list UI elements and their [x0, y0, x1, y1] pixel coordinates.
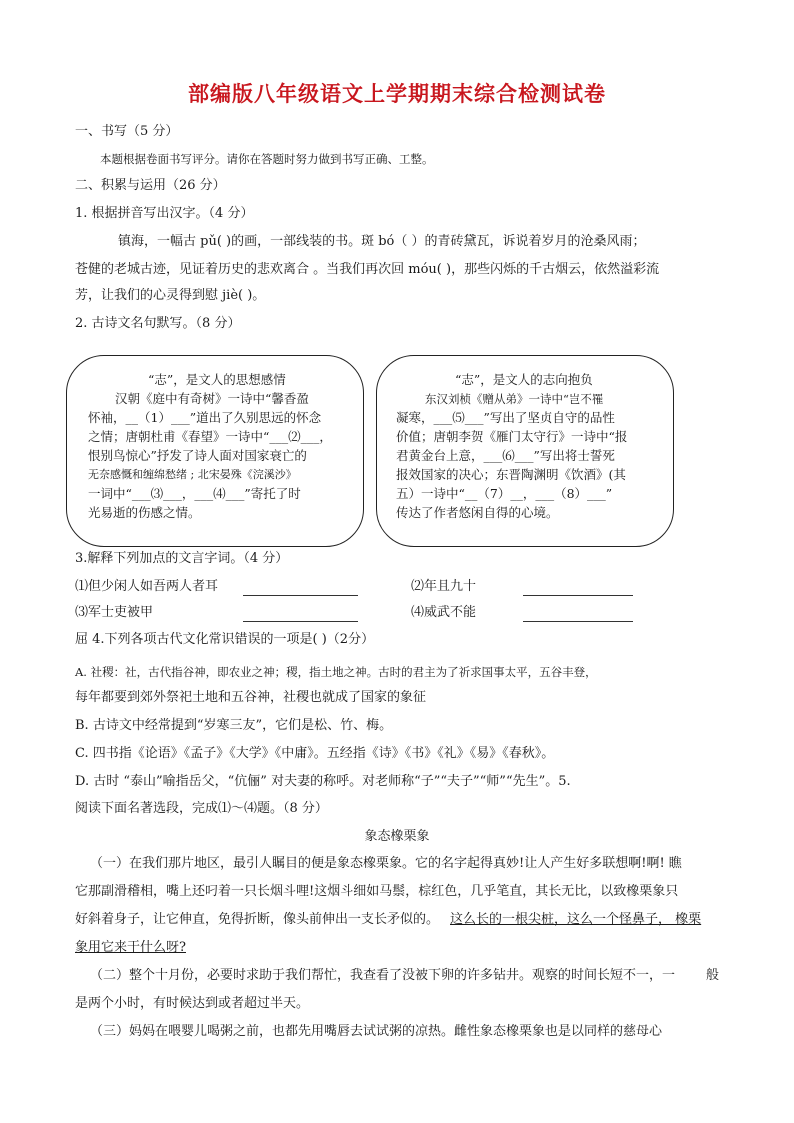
q1-line: 苍健的老城古迹，见证着历史的悲欢离合 。当我们再次回 móu( )，那些闪烁的千古烟云，依然溢彩流	[75, 262, 660, 277]
right-box-line: 价值；唐朝李贺《雁门太守行》一诗中“报	[396, 429, 628, 444]
left-box-line: 恨别鸟惊心”抒发了诗人面对国家衰亡的	[88, 448, 307, 463]
q2-prompt: 2. 古诗文名句默写。（8 分）	[75, 316, 241, 331]
passage-line: 好斜着身子，让它伸直，免得折断，像头前伸出一支长矛似的。	[75, 912, 440, 927]
q3-item: ⑶军士吏被甲	[75, 605, 154, 620]
right-box-line: 东汉刘桢《赠从弟》一诗中“岂不罹	[425, 392, 604, 406]
left-box-line: “志”，是文人的思想感情	[148, 372, 286, 387]
q1-prompt: 1. 根据拼音写出汉字。（4 分）	[75, 206, 254, 221]
right-box-line: 凝寒，___⑸___”写出了坚贞自守的品性	[396, 410, 615, 425]
passage-line: （二）整个十月份，必要时求助于我们帮忙，我查看了没被下卵的许多钻井。观察的时间长短不一，一	[90, 968, 676, 983]
q4-option-c: C. 四书指《论语》《孟子》《大学》《中庸》。五经指《诗》《书》《礼》《易》《春秋》。	[75, 746, 555, 761]
q4-option-a: A. 社稷：社，古代指谷神，即农业之神；稷，指土地之神。古时的君主为了祈求国事太平，五谷丰登，	[75, 665, 597, 679]
passage-line: 是两个小时，有时候达到或者超过半天。	[75, 996, 310, 1011]
right-box-line: 传达了作者悠闲自得的心境。	[396, 505, 559, 520]
q4-option-a-cont: 每年都要到郊外祭祀土地和五谷神，社稷也就成了国家的象征	[75, 690, 427, 705]
answer-blank[interactable]	[243, 620, 358, 622]
left-box-line: 之情；唐朝杜甫《春望》一诗中“___⑵___，	[88, 429, 332, 444]
left-box-line: 一词中“___⑶___，___⑷___”寄托了时	[88, 486, 301, 501]
q3-item: ⑷威武不能	[411, 605, 477, 620]
q4-option-d: D. 古时 “泰山”喻指岳父，“伉俪” 对夫妻的称呼。对老师称“子”“夫子”“师”“先生”。5.	[75, 774, 571, 789]
passage-line: （三）妈妈在喂婴儿喝粥之前，也都先用嘴唇去试试粥的凉热。雌性象态橡栗象也是以同样的慈母心	[90, 1024, 663, 1039]
q1-line: 芳，让我们的心灵得到慰 jiè( )。	[75, 288, 266, 303]
q4-option-b: B. 古诗文中经常提到“岁寒三友”，它们是松、竹、梅。	[75, 718, 393, 733]
right-box-line: 报效国家的决心；东晋陶渊明《饮酒》(其	[396, 467, 626, 482]
passage-line: （一）在我们那片地区，最引人瞩目的便是象态橡栗象。它的名字起得真妙!让人产生好多联想啊!啊! 瞧	[90, 856, 682, 871]
q4-prompt: 屈 4.下列各项古代文化常识错误的一项是( )（2分）	[75, 632, 375, 647]
page-title: 部编版八年级语文上学期期末综合检测试卷	[188, 82, 606, 106]
passage-underlined: 象用它来干什么呀?	[75, 940, 186, 955]
answer-blank[interactable]	[523, 594, 633, 596]
answer-blank[interactable]	[523, 620, 633, 622]
left-box-line: 光易逝的伤感之情。	[88, 505, 201, 520]
right-box-line: “志”，是文人的志向抱负	[455, 372, 593, 387]
left-box-line: 无奈感慨和缠绵愁绪 ; 北宋晏殊《浣溪沙》	[88, 468, 297, 481]
left-box-line: 怀袖，__（1）___”道出了久别思远的怀念	[88, 410, 322, 425]
right-box-line: 五）一诗中“__（7）__，___（8）___”	[396, 486, 613, 501]
q3-item: ⑵年且九十	[411, 579, 477, 594]
q3-item: ⑴但少闲人如吾两人者耳	[75, 579, 219, 594]
passage-line: 它那副滑稽相，嘴上还叼着一只长烟斗哩!这烟斗细如马鬃，棕红色，几乎笔直，其长无比，以致橡栗象只	[75, 884, 679, 899]
answer-blank[interactable]	[243, 594, 358, 596]
part2-heading: 二、积累与运用（26 分）	[75, 178, 226, 193]
q5-prompt: 阅读下面名著选段，完成⑴～⑷题。（8 分）	[75, 801, 328, 816]
left-box-line: 汉朝《庭中有奇树》一诗中“馨香盈	[115, 391, 309, 406]
part1-text: 本题根据卷面书写评分。请你在答题时努力做到书写正确、工整。	[100, 152, 434, 166]
right-box-line: 君黄金台上意，___⑹___”写出将士誓死	[396, 448, 615, 463]
passage-underlined: 这么长的一根尖桩，这么一个怪鼻子， 橡栗	[450, 912, 702, 927]
passage-line: 般	[706, 968, 720, 983]
part1-heading: 一、书写（5 分）	[75, 124, 179, 139]
passage-title: 象态橡栗象	[364, 829, 430, 844]
q3-prompt: 3.解释下列加点的文言字词。（4 分）	[75, 551, 289, 566]
q1-line: 镇海，一幅古 pǔ( )的画，一部线装的书。斑 bó（ ）的青砖黛瓦，诉说着岁月的沧桑风雨；	[118, 234, 646, 249]
